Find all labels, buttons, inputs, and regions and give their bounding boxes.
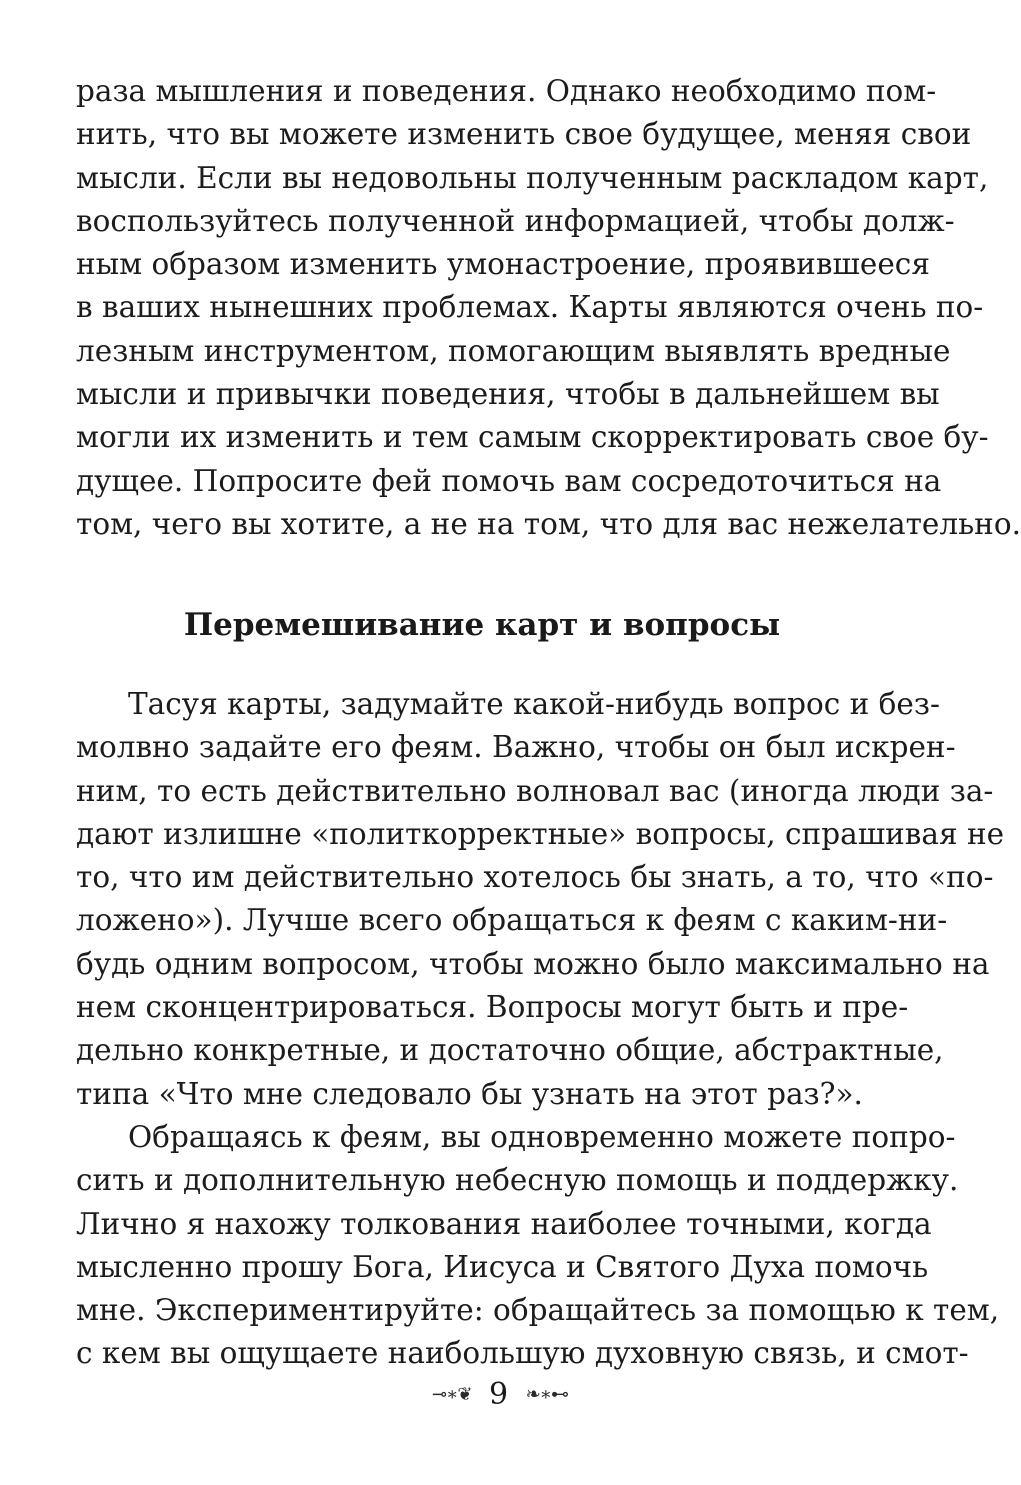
text-line: ложено»). Лучше всего обращаться к феям с каким-ни- xyxy=(76,903,948,938)
section-body xyxy=(76,683,1005,1376)
text-line: могли их изменить и тем самым скорректировать свое бу- xyxy=(76,420,989,455)
text-line: дельно конкретные, и достаточно общие, абстрактные, xyxy=(76,1033,944,1068)
text-line: ним, то есть действительно волновал вас (иногда люди за- xyxy=(76,773,994,808)
text-line: мысли и привычки поведения, чтобы в дальнейшем вы xyxy=(76,377,940,412)
text-line: дают излишне «политкорректные» вопросы, спрашивая не xyxy=(76,816,1005,851)
text-line: том, чего вы хотите, а не на том, что для вас нежелательно. xyxy=(76,506,1021,541)
ornament-right-icon: ❧∗⊷ xyxy=(525,1384,568,1405)
text-line: Лично я нахожу толкования наиболее точными, когда xyxy=(76,1206,932,1241)
page-number: 9 xyxy=(488,1377,509,1412)
continued-paragraph xyxy=(76,70,1021,546)
text-line: раза мышления и поведения. Однако необходимо пом- xyxy=(76,74,937,108)
text-line: нить, что вы можете изменить свое будущее, меняя свои xyxy=(76,117,972,152)
text-line: типа «Что мне следовало бы узнать на этот раз?». xyxy=(76,1076,863,1111)
text-line: Обращаясь к феям, вы одновременно можете попро- xyxy=(128,1119,956,1154)
text-line: лезным инструментом, помогающим выявлять вредные xyxy=(76,333,951,368)
text-line: мне. Экспериментируйте: обращайтесь за помощью к тем, xyxy=(76,1293,1000,1328)
text-line: воспользуйтесь полученной информацией, чтобы долж- xyxy=(76,203,955,238)
ornament-left-icon: ⊸∗❦ xyxy=(432,1384,472,1405)
text-line: в ваших нынешних проблемах. Карты являются очень по- xyxy=(76,290,984,325)
text-line: мысленно прошу Бога, Иисуса и Святого Духа помочь xyxy=(76,1249,929,1284)
section-heading: Перемешивание карт и вопросы xyxy=(183,607,781,643)
text-line: дущее. Попросите фей помочь вам сосредоточиться на xyxy=(76,463,942,498)
page-footer xyxy=(0,1372,1000,1417)
text-line: Тасуя карты, задумайте какой-нибудь вопрос и без- xyxy=(128,687,940,721)
text-line: нем сконцентрироваться. Вопросы могут быть и пре- xyxy=(76,990,909,1025)
text-line: молвно задайте его феям. Важно, чтобы он был искрен- xyxy=(76,730,956,765)
text-line: будь одним вопросом, чтобы можно было максимально на xyxy=(76,946,990,981)
text-line: с кем вы ощущаете наибольшую духовную связь, и смот- xyxy=(76,1336,969,1371)
text-line: то, что им действительно хотелось бы знать, а то, что «по- xyxy=(76,860,994,895)
text-line: мысли. Если вы недовольны полученным раскладом карт, xyxy=(76,160,989,195)
text-line: ным образом изменить умонастроение, проявившееся xyxy=(76,247,930,282)
text-line: сить и дополнительную небесную помощь и поддержку. xyxy=(76,1163,959,1198)
